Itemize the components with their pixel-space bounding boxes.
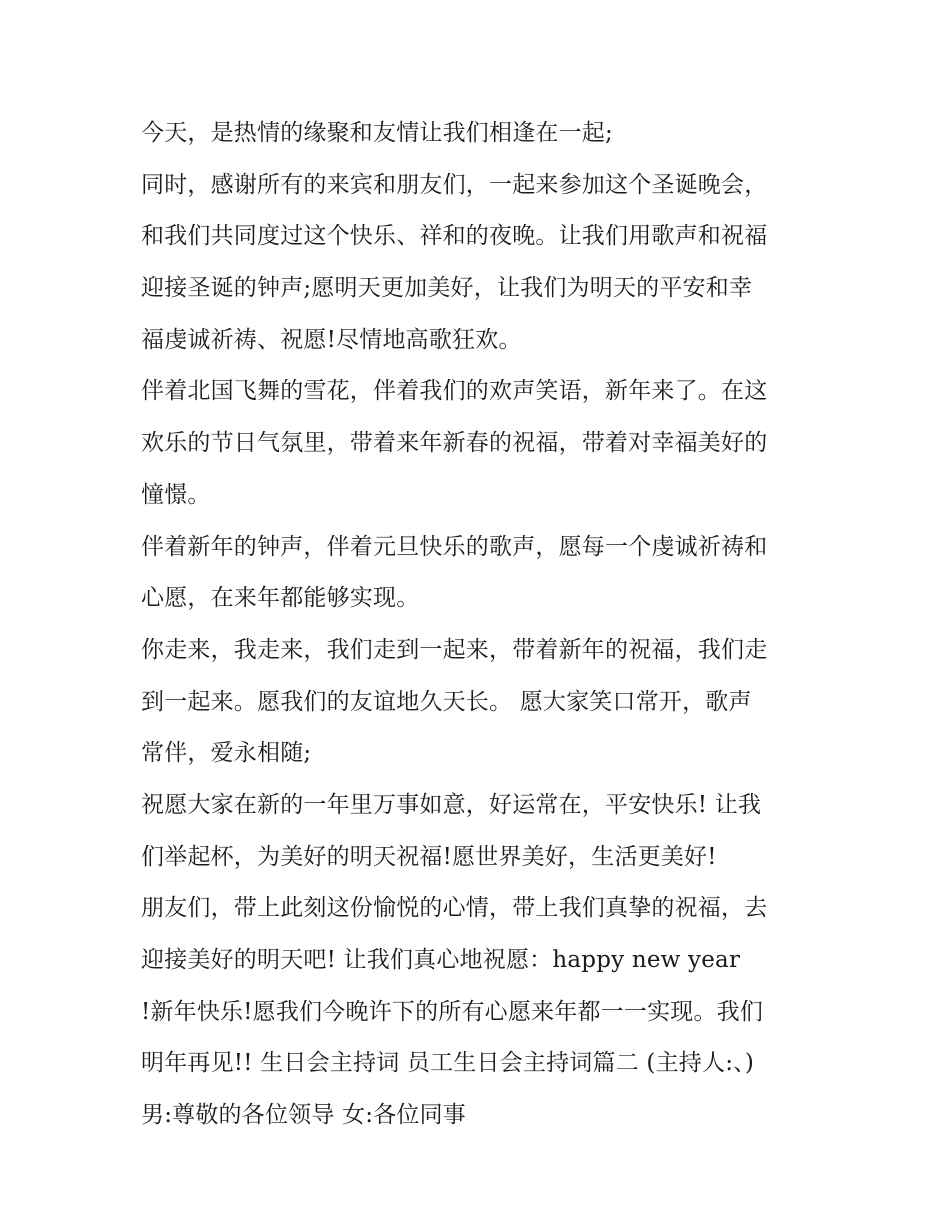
text-line: 常伴，爱永相随;: [141, 740, 312, 767]
text-line: 迎接美好的明天吧! 让我们真心地祝愿：happy new year: [141, 947, 741, 973]
text-line: 迎接圣诞的钟声;愿明天更加美好，让我们为明天的平安和幸: [141, 275, 753, 302]
text-line: 今天，是热情的缘聚和友情让我们相逢在一起;: [141, 120, 613, 146]
text-line: 伴着北国飞舞的雪花，伴着我们的欢声笑语，新年来了。在这: [141, 378, 768, 405]
text-line: 朋友们，带上此刻这份愉悦的心情，带上我们真挚的祝福，去: [141, 895, 768, 922]
text-line: 憧憬。: [141, 481, 211, 508]
text-line: !新年快乐!愿我们今晚许下的所有心愿来年都一一实现。我们: [141, 998, 764, 1025]
text-line: 祝愿大家在新的一年里万事如意，好运常在，平安快乐! 让我: [141, 791, 762, 818]
text-line: 们举起杯，为美好的明天祝福!愿世界美好，生活更美好!: [141, 843, 717, 870]
text-line: 你走来，我走来，我们走到一起来，带着新年的祝福，我们走: [141, 636, 768, 663]
text-line: 男:尊敬的各位领导 女:各位同事: [141, 1102, 467, 1129]
text-line: 心愿，在来年都能够实现。: [141, 585, 420, 612]
document-body: [141, 108, 821, 1142]
text-line: 和我们共同度过这个快乐、祥和的夜晚。让我们用歌声和祝福: [141, 223, 768, 250]
text-line: 欢乐的节日气氛里，带着来年新春的祝福，带着对幸福美好的: [141, 430, 768, 457]
text-line: 伴着新年的钟声，伴着元旦快乐的歌声，愿每一个虔诚祈祷和: [141, 533, 768, 560]
text-line: 明年再见!! 生日会主持词 员工生日会主持词篇二 (主持人:、): [141, 1050, 755, 1077]
text-line: 福虔诚祈祷、祝愿!尽情地高歌狂欢。: [141, 326, 522, 353]
text-line: 到一起来。愿我们的友谊地久天长。 愿大家笑口常开，歌声: [141, 688, 752, 715]
text-line: 同时，感谢所有的来宾和朋友们，一起来参加这个圣诞晚会，: [141, 171, 768, 198]
